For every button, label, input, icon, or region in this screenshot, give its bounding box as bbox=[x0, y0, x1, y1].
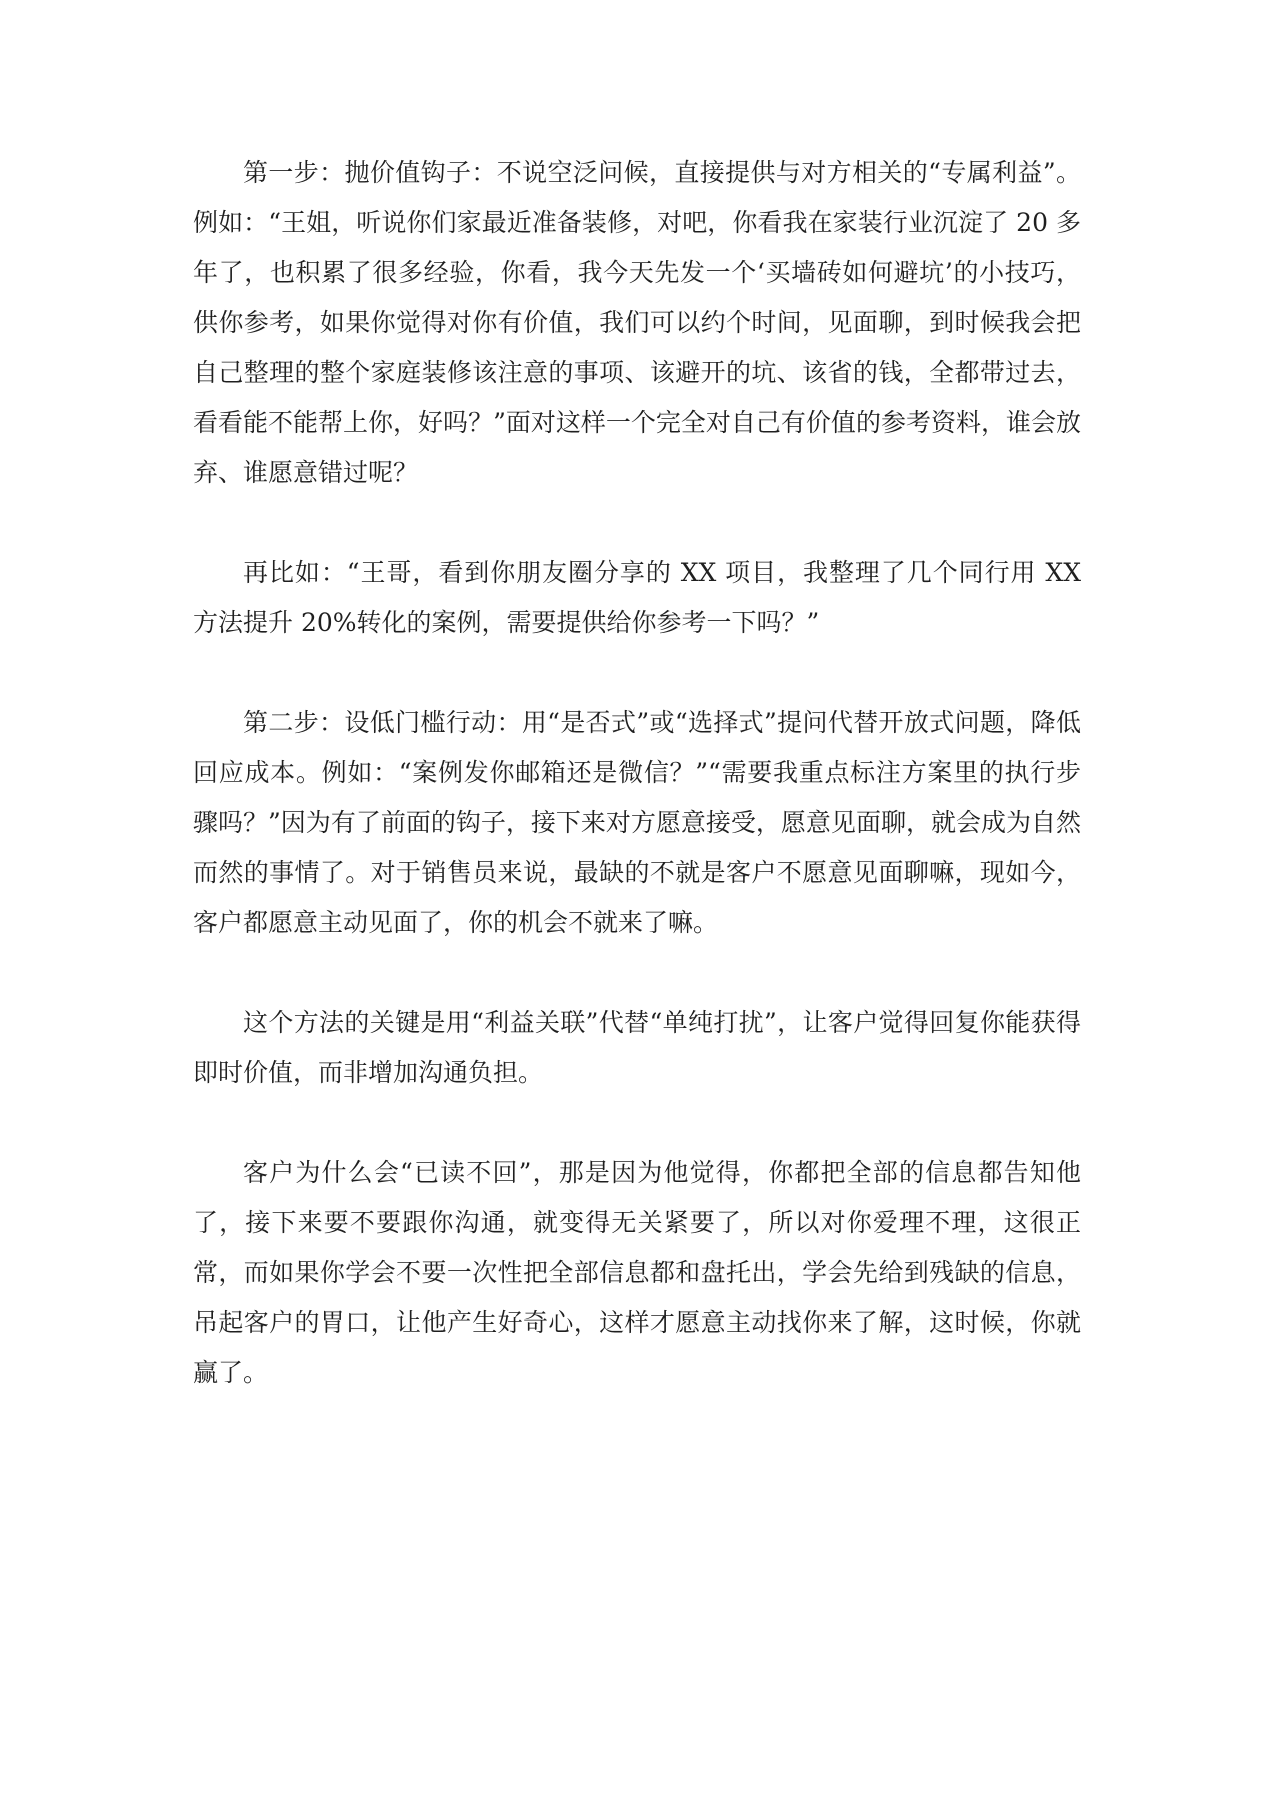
paragraph-step-one: 第一步：抛价值钩子：不说空泛问候，直接提供与对方相关的“专属利益”。例如：“王姐，听说你们家最近准备装修，对吧，你看我在家装行业沉淀了 20 多年了，也积累了很多经验，你看，我今天先发一个‘买墙砖如何避坑’的小技巧，供你参考，如果你觉得对你有价值，我们可以约个时间，见面聊，到时候我会把自己整理的整个家庭装修该注意的事项、该避开的坑、该省的钱，全都带过去，看看能不能帮上你，好吗？”面对这样一个完全对自己有价值的参考资料，谁会放弃、谁愿意错过呢？ bbox=[193, 158, 1081, 487]
paragraph-another-example: 再比如：“王哥，看到你朋友圈分享的 XX 项目，我整理了几个同行用 XX 方法提升 20%转化的案例，需要提供给你参考一下吗？” bbox=[193, 558, 1081, 637]
document-body bbox=[193, 148, 1081, 1448]
paragraph-step-two: 第二步：设低门槛行动：用“是否式”或“选择式”提问代替开放式问题，降低回应成本。例如：“案例发你邮箱还是微信？”“需要我重点标注方案里的执行步骤吗？”因为有了前面的钩子，接下来对方愿意接受，愿意见面聊，就会成为自然而然的事情了。对于销售员来说，最缺的不就是客户不愿意见面聊嘛，现如今，客户都愿意主动见面了，你的机会不就来了嘛。 bbox=[193, 708, 1081, 937]
paragraph-key-point: 这个方法的关键是用“利益关联”代替“单纯打扰”，让客户觉得回复你能获得即时价值，而非增加沟通负担。 bbox=[193, 1008, 1081, 1087]
paragraph-read-no-reply: 客户为什么会“已读不回”，那是因为他觉得，你都把全部的信息都告知他了，接下来要不要跟你沟通，就变得无关紧要了，所以对你爱理不理，这很正常，而如果你学会不要一次性把全部信息都和盘托出，学会先给到残缺的信息，吊起客户的胃口，让他产生好奇心，这样才愿意主动找你来了解，这时候，你就赢了。 bbox=[193, 1158, 1081, 1387]
